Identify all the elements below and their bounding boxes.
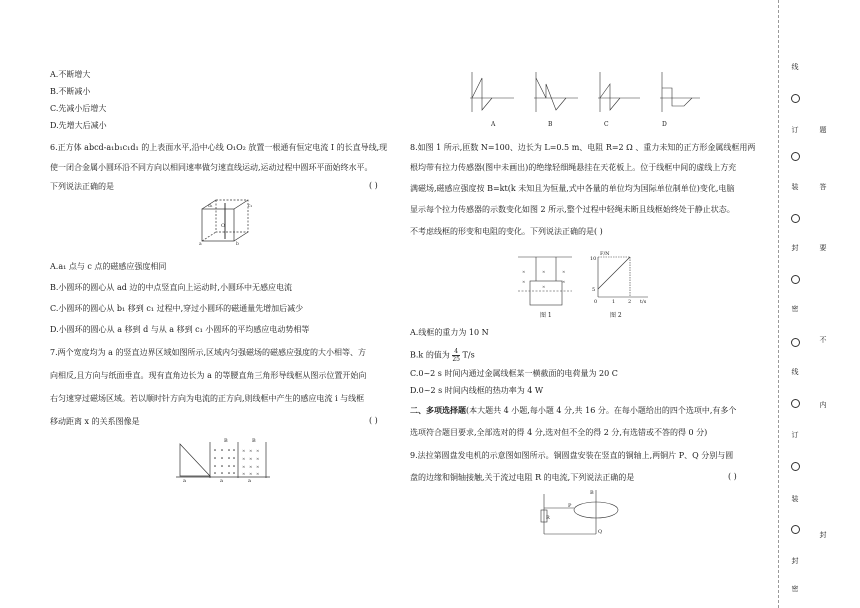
svg-text:a: a [199,242,202,247]
svg-text:×: × [242,448,246,453]
q8-fig2-y-tick-2: 5 [592,287,596,293]
q7-line-2: 向相反,且方向与纸面垂直。现有直角边长为 a 的等腰直角三角形导线框从图示位置开始向 [50,371,367,380]
q6-line-3: 下列说法正确的是 [50,182,114,191]
margin-inner-5: 内 [819,401,827,409]
svg-text:×: × [242,456,246,461]
q7-answer-graphs [462,70,702,116]
q8-line-3: 满磁场,磁感应强度按 B=kt(k 未知且为恒量,式中各量的单位均为国际单位制单位)变化,电脑 [410,184,735,193]
q8-option-d: D.0~2 s 时间内线框的热功率为 4 W [410,386,544,395]
margin-inner-1: 题 [819,126,827,134]
binding-line [778,0,779,608]
q5-option-b: B.不断减小 [50,87,91,96]
svg-text:×: × [562,279,566,284]
q6-answer-paren: ( ) [369,181,378,190]
q8-line-4: 显示每个拉力传感器的示数变化如图 2 所示,整个过程中轻绳未断且线框始终处于静止状态。 [410,205,735,214]
q8-fig1-label: 图 1 [540,312,552,319]
q5-option-d: D.先增大后减小 [50,121,107,130]
binding-hole [791,525,800,534]
graph-label-c: C [604,121,609,128]
q8-fig2-x-tick-1: 1 [612,299,616,305]
q7-fig-width-1: a [183,478,186,484]
q8-fig2-label: 图 2 [610,312,622,319]
q7-line-1: 7.两个宽度均为 a 的竖直边界区域如图所示,区域内匀强磁场的磁感应强度的大小相等、方 [50,348,367,357]
q8-fig2-y-tick-1: 10 [590,256,597,262]
svg-text:×: × [562,269,566,274]
svg-text:×: × [542,284,546,289]
margin-bottom-1: 密 [791,585,799,593]
svg-text:×: × [249,456,253,461]
q6-cube-figure [198,197,256,247]
svg-text:×: × [249,464,253,469]
binding-hole [791,152,800,161]
margin-bottom-5: 线 [791,368,799,376]
margin-bottom-4: 订 [791,431,799,439]
q8-fig2-x-tick-2: 2 [628,299,632,305]
svg-text:d₁: d₁ [208,204,213,209]
q7-line-3: 右匀速穿过磁场区域。若以顺时针方向为电流的正方向,则线框中产生的感应电流 i 与线框 [50,394,365,403]
q6-option-d: D.小圆环的圆心从 a 移到 d 与从 a 移到 c₁ 小圆环的平均感应电动势相等 [50,325,310,334]
q7-answer-paren: ( ) [369,416,378,425]
q8-fig2-x-tick-0: 0 [594,299,598,305]
q7-fig-b-2: B [252,438,256,444]
q9-line-1: 9.法拉第圆盘发电机的示意图如图所示。铜圆盘安装在竖直的铜轴上,两铜片 P、Q 分别与圆 [410,451,734,460]
graph-label-d: D [662,121,667,128]
q8-option-b: B.k 的值为 $\frac{4}{25}$ T/s [410,348,475,363]
margin-outer-4: 封 [791,244,799,252]
q9-fig-r: R [546,515,550,521]
binding-hole [791,399,800,408]
margin-bottom-3: 装 [791,495,799,503]
q8-fig2-ylabel: F/N [600,251,610,257]
q9-answer-paren: ( ) [728,472,737,481]
margin-bottom-2: 封 [791,557,799,565]
graph-label-a: A [491,121,496,128]
q8-line-5: 不考虑线框的形变和电阻的变化。下列说法正确的是( ) [410,227,603,236]
margin-outer-3: 装 [791,183,799,191]
binding-hole [791,214,800,223]
q8-fig2-x-label: t/s [640,299,647,305]
margin-inner-3: 要 [819,244,827,252]
q6-option-c: C.小圆环的圆心从 b₁ 移到 c₁ 过程中,穿过小圆环的磁通量先增加后减少 [50,304,304,313]
q8-figure-1 [516,253,574,307]
q9-fig-q: Q [598,529,603,535]
section-2-header: 二、多项选择题(本大题共 4 小题,每小题 4 分,共 16 分。在每小题给出的四个选项中,有多个 [410,405,737,415]
svg-text:×: × [256,456,260,461]
svg-text:×: × [522,279,526,284]
binding-hole [791,275,800,284]
q5-option-a: A.不断增大 [50,70,91,79]
svg-text:×: × [249,471,253,476]
q7-fig-b-1: B [224,438,228,444]
q8-line-2: 根均带有拉力传感器(图中未画出)的绝缘轻细绳悬挂在天花板上。位于线框中间的虚线上方充 [410,163,737,172]
svg-text:×: × [256,464,260,469]
svg-text:×: × [522,269,526,274]
binding-hole [791,94,800,103]
q6-line-2: 使一闭合金属小圆环沿不同方向以相同速率做匀速直线运动,运动过程中圆环平面始终水平。 [50,163,373,172]
q7-line-4: 移动距离 x 的关系图像是 [50,417,140,426]
q8-line-1: 8.如图 1 所示,匝数 N=100、边长为 L=0.5 m、电阻 R=2 Ω 、重力未知的正方形金属线框用两 [410,143,756,152]
q9-line-2: 盘的边缘和铜轴接触,关于流过电阻 R 的电流,下列说法正确的是 [410,473,635,482]
q9-fig-p: P [568,503,572,509]
q6-line-1: 6.正方体 abcd-a₁b₁c₁d₁ 的上表面水平,沿中心线 O₁O₂ 放置一根通有恒定电流 I 的长直导线,现 [50,143,388,152]
q8-option-c: C.0~2 s 时间内通过金属线框某一横截面的电荷量为 20 C [410,369,618,378]
margin-outer-1: 线 [791,63,799,71]
q7-fig-width-3: a [248,478,251,484]
q9-fig-b: B [590,490,594,496]
svg-text:b: b [236,242,239,247]
margin-outer-2: 订 [791,126,799,134]
margin-inner-4: 不 [819,336,827,344]
margin-inner-2: 答 [819,183,827,191]
q7-fig-width-2: a [220,478,223,484]
q5-option-c: C.先减小后增大 [50,104,107,113]
section-2-line-2: 选项符合题目要求,全部选对的得 4 分,选对但不全的得 2 分,有选错或不答的得 0 分) [410,428,708,437]
svg-text:×: × [242,471,246,476]
svg-text:O: O [221,223,226,229]
q6-option-a: A.a₁ 点与 c 点的磁感应强度相同 [50,262,167,271]
svg-text:×: × [249,448,253,453]
q6-option-b: B.小圆环的圆心从 ad 边的中点竖直向上运动时,小圆环中无感应电流 [50,283,292,292]
svg-text:×: × [242,464,246,469]
svg-text:×: × [256,471,260,476]
svg-text:×: × [542,269,546,274]
margin-inner-6: 封 [819,531,827,539]
binding-hole [791,462,800,471]
binding-hole [791,338,800,347]
svg-text:c₁: c₁ [248,204,253,209]
graph-label-b: B [548,121,553,128]
svg-text:×: × [256,448,260,453]
q8-option-a: A.线框的重力为 10 N [410,328,489,337]
margin-outer-5: 密 [791,305,799,313]
